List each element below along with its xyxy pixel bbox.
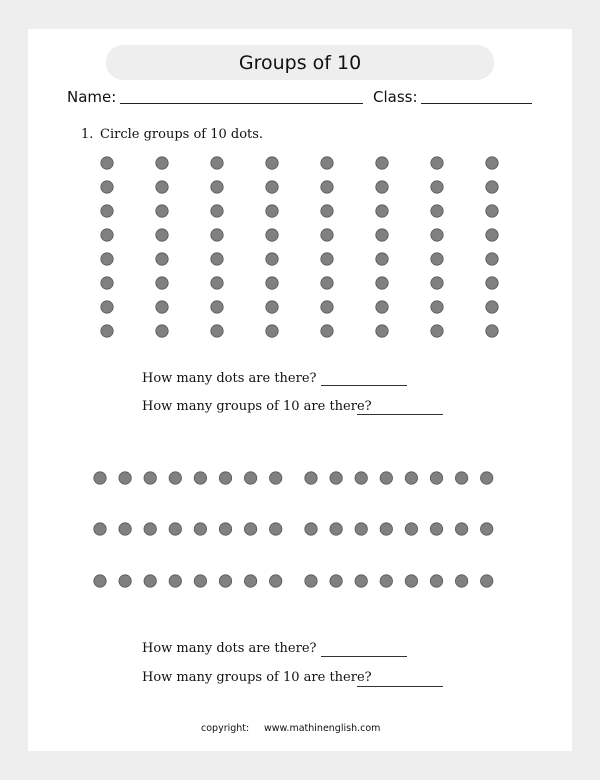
grid-dot (321, 253, 333, 265)
grid-dot (486, 253, 498, 265)
dot-grid (101, 157, 498, 337)
grid-dot (156, 181, 168, 193)
grid-dot (156, 301, 168, 313)
q2-groups-question: How many groups of 10 are there? (142, 670, 372, 685)
row-dot (194, 575, 206, 587)
grid-dot (321, 301, 333, 313)
grid-dot (376, 157, 388, 169)
grid-dot (101, 325, 113, 337)
row-dot (455, 472, 467, 484)
grid-dot (431, 301, 443, 313)
grid-dot (486, 229, 498, 241)
grid-dot (211, 253, 223, 265)
row-dot (119, 575, 131, 587)
grid-dot (156, 325, 168, 337)
grid-dot (156, 253, 168, 265)
row-dot (94, 523, 106, 535)
q2-dots-question: How many dots are there? (142, 641, 317, 656)
row-dot (169, 523, 181, 535)
q2-groups-answer-line[interactable] (357, 686, 443, 687)
grid-dot (486, 205, 498, 217)
grid-dot (486, 301, 498, 313)
grid-dot (211, 277, 223, 289)
grid-dot (321, 205, 333, 217)
grid-dot (431, 277, 443, 289)
grid-dot (376, 325, 388, 337)
grid-dot (211, 157, 223, 169)
row-dot (430, 575, 442, 587)
q1-dots-answer-line[interactable] (321, 385, 407, 386)
row-dot (455, 523, 467, 535)
row-dot (481, 472, 493, 484)
row-dot (244, 472, 256, 484)
grid-dot (266, 205, 278, 217)
grid-dot (266, 229, 278, 241)
grid-dot (321, 325, 333, 337)
grid-dot (321, 157, 333, 169)
grid-dot (211, 301, 223, 313)
grid-dot (211, 181, 223, 193)
grid-dot (101, 157, 113, 169)
row-dot (94, 472, 106, 484)
grid-dot (156, 229, 168, 241)
grid-dot (101, 181, 113, 193)
row-dot (405, 523, 417, 535)
question-instruction: Circle groups of 10 dots. (100, 127, 264, 142)
row-dot (270, 575, 282, 587)
grid-dot (486, 157, 498, 169)
row-dot (455, 575, 467, 587)
grid-dot (376, 205, 388, 217)
grid-dot (431, 181, 443, 193)
grid-dot (376, 181, 388, 193)
row-dot (430, 472, 442, 484)
grid-dot (211, 229, 223, 241)
row-dot (194, 523, 206, 535)
row-dot (305, 472, 317, 484)
grid-dot (101, 277, 113, 289)
grid-dot (376, 253, 388, 265)
grid-dot (266, 277, 278, 289)
row-dot (405, 472, 417, 484)
grid-dot (266, 325, 278, 337)
row-dot (405, 575, 417, 587)
row-dot (144, 575, 156, 587)
row-dot (305, 523, 317, 535)
grid-dot (266, 301, 278, 313)
row-dot (144, 523, 156, 535)
grid-dot (101, 205, 113, 217)
dot-rows (94, 472, 493, 587)
question-number: 1. (81, 127, 94, 142)
row-dot (330, 523, 342, 535)
row-dot (270, 523, 282, 535)
row-dot (169, 472, 181, 484)
grid-dot (156, 277, 168, 289)
row-dot (305, 575, 317, 587)
grid-dot (101, 229, 113, 241)
grid-dot (431, 157, 443, 169)
row-dot (219, 472, 231, 484)
grid-dot (321, 181, 333, 193)
grid-dot (101, 301, 113, 313)
grid-dot (321, 229, 333, 241)
grid-dot (431, 229, 443, 241)
row-dot (244, 575, 256, 587)
grid-dot (431, 253, 443, 265)
row-dot (355, 472, 367, 484)
row-dot (481, 575, 493, 587)
row-dot (330, 472, 342, 484)
row-dot (481, 523, 493, 535)
row-dot (430, 523, 442, 535)
q1-groups-question: How many groups of 10 are there? (142, 399, 372, 414)
row-dot (380, 472, 392, 484)
q2-dots-answer-line[interactable] (321, 656, 407, 657)
row-dot (119, 472, 131, 484)
row-dot (119, 523, 131, 535)
row-dot (219, 523, 231, 535)
row-dot (219, 575, 231, 587)
grid-dot (266, 157, 278, 169)
grid-dot (101, 253, 113, 265)
grid-dot (431, 325, 443, 337)
grid-dot (156, 205, 168, 217)
grid-dot (266, 181, 278, 193)
row-dot (169, 575, 181, 587)
row-dot (144, 472, 156, 484)
row-dot (330, 575, 342, 587)
footer-copyright-label: copyright: (201, 723, 250, 734)
row-dot (94, 575, 106, 587)
grid-dot (486, 277, 498, 289)
grid-dot (486, 325, 498, 337)
grid-dot (486, 181, 498, 193)
grid-dot (211, 325, 223, 337)
row-dot (380, 575, 392, 587)
grid-dot (211, 205, 223, 217)
grid-dot (266, 253, 278, 265)
grid-dot (431, 205, 443, 217)
class-label: Class: (373, 88, 418, 106)
row-dot (270, 472, 282, 484)
grid-dot (321, 277, 333, 289)
row-dot (194, 472, 206, 484)
row-dot (355, 523, 367, 535)
name-label: Name: (67, 88, 117, 106)
row-dot (380, 523, 392, 535)
q1-dots-question: How many dots are there? (142, 371, 317, 386)
row-dot (244, 523, 256, 535)
grid-dot (156, 157, 168, 169)
row-dot (355, 575, 367, 587)
worksheet-title-text: Groups of 10 (238, 51, 362, 74)
grid-dot (376, 229, 388, 241)
footer-site-link[interactable]: www.mathinenglish.com (264, 723, 381, 734)
q1-groups-answer-line[interactable] (357, 414, 443, 415)
grid-dot (376, 277, 388, 289)
grid-dot (376, 301, 388, 313)
